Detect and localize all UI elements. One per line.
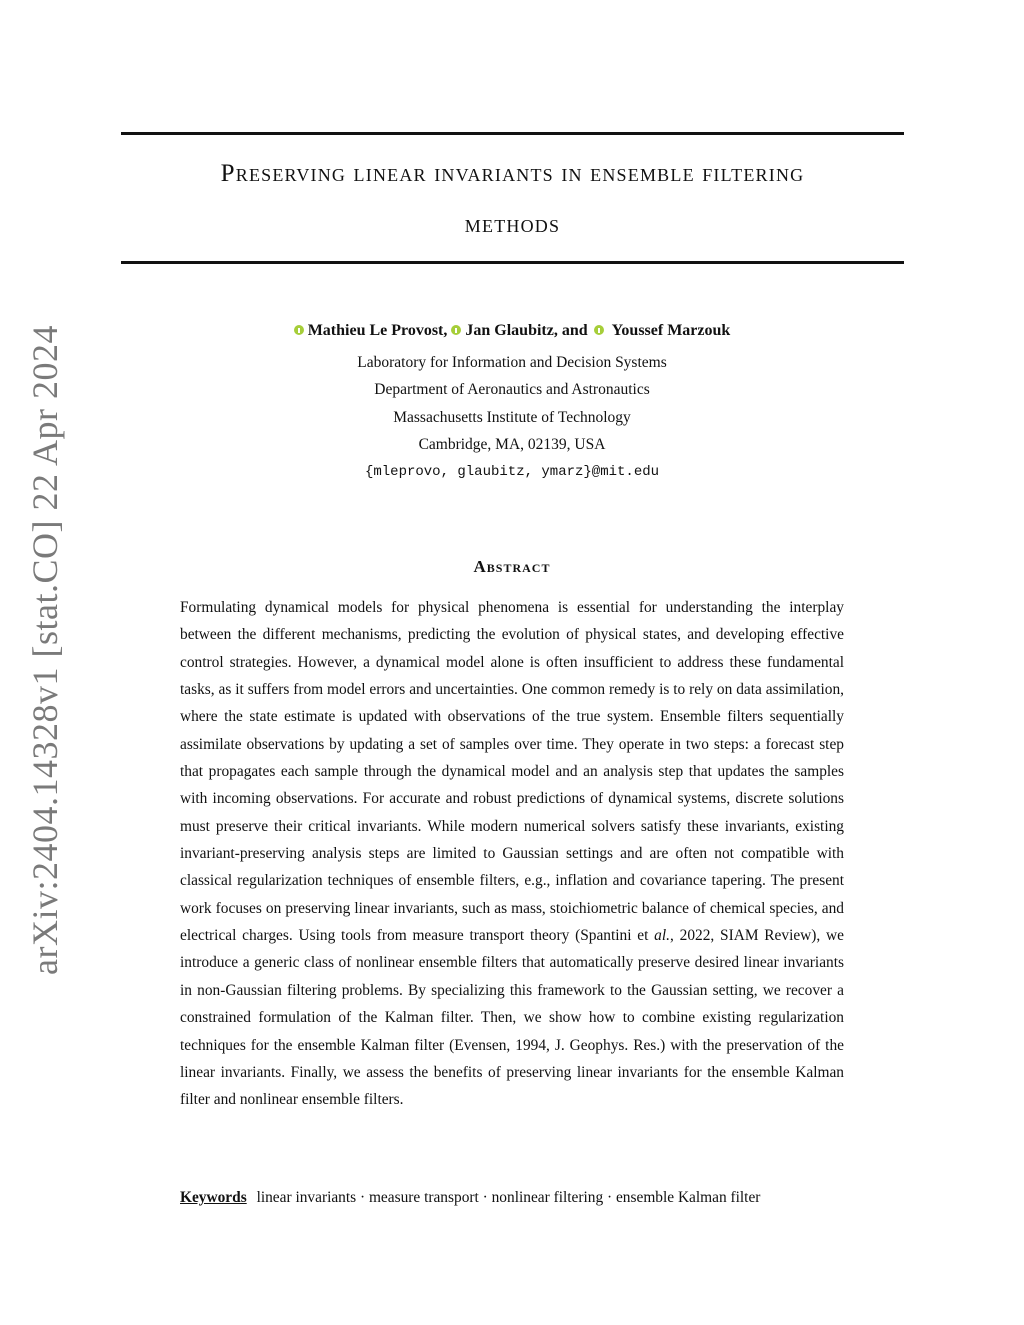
abstract-body (180, 594, 844, 1114)
author-list (0, 322, 1024, 340)
author-emails: {mleprovo, glaubitz, ymarz}@mit.edu (364, 463, 660, 480)
orcid-icon[interactable] (594, 325, 604, 335)
affiliation-institute: Massachusetts Institute of Technology (393, 408, 631, 426)
affiliation-lab: Laboratory for Information and Decision Systems (357, 354, 667, 371)
paper-title-line-1: Preserving linear invariants in ensemble filtering (220, 160, 805, 187)
title-rule-top (121, 132, 904, 135)
orcid-icon[interactable] (451, 325, 461, 335)
abstract-text-part-1: Formulating dynamical models for physical phenomena is essential for understanding the interplay between the different mechanisms, predicting the evolution of physical states, and developing effective control strategies. However, a dynamical model alone is often insufficient to address these fundamental tasks, as it suffers from model errors and uncertainties. One common remedy is to rely on data assimilation, where the state estimate is updated with observations of the true system. Ensemble filters sequentially assimilate observations by updating a set of samples over time. They operate in two steps: a forecast step that propagates each sample through the dynamical model and an analysis step that updates the samples with incoming observations. For accurate and robust predictions of dynamical systems, discrete solutions must preserve their critical invariants. While modern numerical solvers satisfy these invariants, existing invariant-preserving analysis steps are limited to Gaussian settings and are often not compatible with classical regularization techniques of ensemble filters, e.g., inflation and covariance tapering. The present work focuses on preserving linear invariants, such as mass, stoichiometric balance of chemical species, and electrical charges. Using tools from measure transport theory (Spantini et (180, 599, 844, 945)
affiliation-city: Cambridge, MA, 02139, USA (418, 436, 606, 454)
keywords-line (180, 1189, 880, 1207)
author-name: Mathieu Le Provost, (307, 322, 448, 339)
abstract-text-part-2: , 2022, SIAM Review), we introduce a generic class of nonlinear ensemble filters that automatically preserve desired linear invariants in non-Gaussian filtering problems. By specializing this framework to the Gaussian setting, we recover a constrained formulation of the Kalman filter. Then, we show how to combine existing regularization techniques for the ensemble Kalman filter (Evensen, 1994, J. Geophys. Res.) with the preservation of the linear invariants. Finally, we assess the benefits of preserving linear invariants for the ensemble Kalman filter and nonlinear ensemble filters. (180, 927, 844, 1109)
affiliation-department: Department of Aeronautics and Astronautics (374, 381, 650, 399)
keywords-list: linear invariants · measure transport · nonlinear filtering · ensemble Kalman filter (256, 1189, 761, 1206)
arxiv-identifier-stamp: arXiv:2404.14328v1 [stat.CO] 22 Apr 2024 (25, 325, 65, 975)
author-name: Youssef Marzouk (611, 322, 731, 339)
affiliation-block (0, 349, 1024, 486)
title-rule-bottom (121, 261, 904, 264)
paper-title-line-2: methods (464, 211, 561, 238)
orcid-icon[interactable] (294, 325, 304, 335)
abstract-heading: Abstract (473, 557, 551, 576)
keywords-label: Keywords (180, 1189, 247, 1206)
author-name: Jan Glaubitz, and (465, 322, 588, 339)
abstract-italic-al: al. (654, 927, 670, 945)
